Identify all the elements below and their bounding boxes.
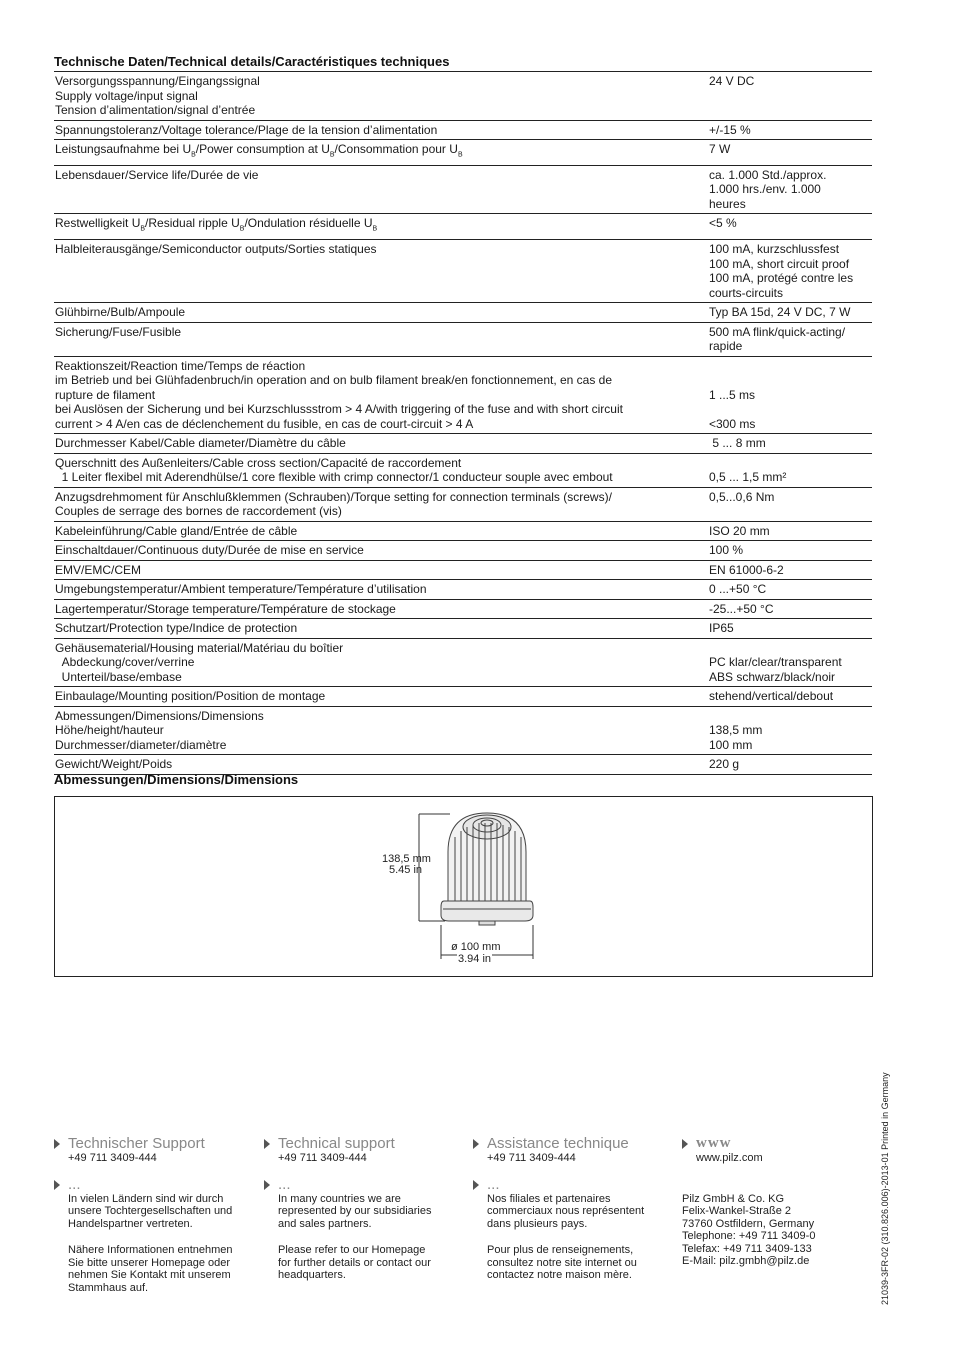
footer-line: Nos filiales et partenaires bbox=[487, 1192, 611, 1205]
spec-label-line: Kabeleinführung/Cable gland/Entrée de câble bbox=[55, 523, 298, 538]
spec-value bbox=[707, 687, 872, 707]
spec-value-line: 138,5 mm bbox=[709, 723, 763, 738]
spec-value bbox=[707, 140, 872, 166]
spec-row bbox=[54, 356, 872, 434]
ellipsis-text: ... bbox=[278, 1175, 291, 1193]
www-heading bbox=[682, 1135, 872, 1152]
spec-label-line: Abmessungen/Dimensions/Dimensions bbox=[55, 708, 264, 723]
spec-label-line: Querschnitt des Außenleiters/Cable cross section/Capacité de raccordement bbox=[55, 455, 462, 470]
footer-line: Nähere Informationen entnehmen bbox=[68, 1244, 233, 1256]
footer-line: commerciaux nous représentent bbox=[487, 1205, 645, 1217]
spec-value-line: 500 mA flink/quick-acting/ bbox=[709, 324, 846, 339]
spec-label bbox=[54, 240, 707, 303]
footer-line: Stammhaus auf. bbox=[68, 1281, 149, 1294]
spec-label-line: Höhe/height/hauteur bbox=[55, 723, 164, 738]
spec-row bbox=[54, 240, 872, 303]
spec-label bbox=[54, 434, 707, 454]
spec-label-line: Couples de serrage des bornes de raccordement (vis) bbox=[55, 504, 342, 519]
spec-row bbox=[54, 521, 872, 541]
spec-value-line: 5 ... 8 mm bbox=[709, 436, 766, 451]
spec-label-line: Einbaulage/Mounting position/Position de montage bbox=[55, 689, 326, 704]
triangle-icon bbox=[54, 1139, 60, 1149]
footer-para bbox=[473, 1244, 663, 1282]
spec-label bbox=[54, 303, 707, 323]
spec-value-line: 1 ...5 ms bbox=[709, 387, 756, 402]
spec-label-line: Gehäusematerial/Housing material/Matériau du boîtier bbox=[55, 640, 344, 655]
beacon-base bbox=[441, 901, 533, 925]
spec-label-line: bei Auslösen der Sicherung und bei Kurzschlussstrom > 4 A/with triggering of the fuse and with short circuit bbox=[55, 402, 623, 417]
spec-value bbox=[707, 120, 872, 140]
spec-label-line: im Betrieb und bei Glühfadenbruch/in operation and on bulb filament break/en fonctionnement, en cas de bbox=[55, 373, 613, 388]
footer-line: represented by our subsidiaries bbox=[278, 1205, 432, 1217]
footer-line: Sie bitte unserer Homepage oder bbox=[68, 1256, 231, 1269]
beacon-dome bbox=[448, 813, 526, 905]
address-line: Felix-Wankel-Straße 2 bbox=[682, 1205, 792, 1217]
spec-label bbox=[54, 687, 707, 707]
spec-label-line: Leistungsaufnahme bei $U_B$/Power consumption at $U_B$/Consommation pour $U_B$ bbox=[55, 142, 463, 159]
spec-label bbox=[54, 580, 707, 600]
spec-label-line: current > 4 A/en cas de déclenchement du fusible, en cas de court-circuit > 4 A bbox=[55, 416, 474, 431]
footer-heading bbox=[54, 1135, 244, 1152]
spec-title: Technische Daten/Technical details/Caractéristiques techniques bbox=[54, 54, 450, 69]
spec-value bbox=[707, 560, 872, 580]
spec-row bbox=[54, 434, 872, 454]
spec-value-line: 100 mm bbox=[709, 737, 753, 752]
ellipsis-text: ... bbox=[68, 1175, 81, 1193]
spec-value-line: ca. 1.000 Std./approx. bbox=[709, 167, 827, 182]
spec-label bbox=[54, 356, 707, 434]
spec-label-line: 1 Leiter flexibel mit Aderendhülse/1 core flexible with crimp connector/1 conducteur souple avec embout bbox=[55, 470, 613, 485]
footer-para bbox=[54, 1244, 244, 1294]
footer-line: and sales partners. bbox=[278, 1217, 372, 1230]
spec-value-line: heures bbox=[709, 196, 746, 211]
spec-row bbox=[54, 638, 872, 687]
spec-value-line: 100 mA, kurzschlussfest bbox=[709, 242, 840, 257]
footer-phone: +49 711 3409-444 bbox=[278, 1152, 367, 1164]
spec-label-line: Abdeckung/cover/verrine bbox=[55, 655, 195, 670]
spec-value-line: rapide bbox=[709, 339, 743, 354]
diameter-label-in: 3.94 in bbox=[458, 953, 492, 965]
triangle-icon bbox=[473, 1180, 479, 1190]
spec-row bbox=[54, 72, 872, 121]
spec-value bbox=[707, 303, 872, 323]
spec-value-line: ISO 20 mm bbox=[709, 523, 770, 538]
spec-value-line: 220 g bbox=[709, 757, 740, 772]
address-line: Telefax: +49 711 3409-133 bbox=[682, 1242, 812, 1255]
spec-value-line: courts-circuits bbox=[709, 285, 784, 300]
spec-value-line: <5 % bbox=[709, 216, 737, 231]
spec-value-line: 0,5 ... 1,5 mm² bbox=[709, 470, 787, 485]
spec-row bbox=[54, 214, 872, 240]
spec-label bbox=[54, 140, 707, 166]
spec-value-line: EN 61000-6-2 bbox=[709, 562, 784, 577]
spec-value bbox=[707, 240, 872, 303]
spec-value-line: -25...+50 °C bbox=[709, 601, 774, 616]
spec-label bbox=[54, 521, 707, 541]
spec-row bbox=[54, 303, 872, 323]
spec-label bbox=[54, 487, 707, 521]
footer-line: In vielen Ländern sind wir durch bbox=[68, 1192, 224, 1205]
spec-row bbox=[54, 580, 872, 600]
footer-column bbox=[473, 1135, 663, 1282]
spec-label bbox=[54, 560, 707, 580]
spec-label bbox=[54, 638, 707, 687]
spec-value-line bbox=[709, 456, 872, 471]
spec-label bbox=[54, 619, 707, 639]
spec-value-line: <300 ms bbox=[709, 416, 756, 431]
spec-row bbox=[54, 706, 872, 755]
footer-line: headquarters. bbox=[278, 1269, 346, 1281]
spec-row bbox=[54, 599, 872, 619]
spec-label bbox=[54, 706, 707, 755]
spec-label-line: Tension d’alimentation/signal d’entrée bbox=[55, 103, 256, 117]
diameter-label-mm: ø 100 mm bbox=[451, 941, 501, 953]
spec-row bbox=[54, 140, 872, 166]
spec-value-line bbox=[709, 402, 872, 417]
footer-contact-column bbox=[682, 1135, 872, 1268]
ellipsis-text: ... bbox=[487, 1175, 500, 1193]
triangle-icon bbox=[264, 1180, 270, 1190]
spec-label-line: Schutzart/Protection type/Indice de protection bbox=[55, 621, 298, 636]
address-line: Telephone: +49 711 3409-0 bbox=[682, 1230, 816, 1242]
spec-value-line: 100 mA, protégé contre les bbox=[709, 271, 854, 286]
spec-value-line: IP65 bbox=[709, 621, 734, 636]
footer-phone: +49 711 3409-444 bbox=[68, 1152, 157, 1164]
spec-value bbox=[707, 72, 872, 121]
spec-label bbox=[54, 541, 707, 561]
spec-label-line: Versorgungsspannung/Eingangssignal bbox=[55, 74, 260, 88]
spec-value bbox=[707, 638, 872, 687]
spec-value-line bbox=[709, 641, 872, 656]
footer-line: consultez notre site internet ou bbox=[487, 1256, 637, 1269]
spec-row bbox=[54, 453, 872, 487]
spec-label-line: Sicherung/Fuse/Fusible bbox=[55, 324, 182, 339]
spec-value-line: 7 W bbox=[709, 142, 731, 156]
spec-label-line: rupture de filament bbox=[55, 387, 156, 402]
footer-para bbox=[473, 1193, 663, 1231]
spec-value bbox=[707, 214, 872, 240]
spec-value-line: ABS schwarz/black/noir bbox=[709, 669, 836, 684]
spec-table bbox=[54, 71, 872, 775]
spec-value-line: 100 % bbox=[709, 543, 744, 558]
footer-line: Pour plus de renseignements, bbox=[487, 1244, 634, 1256]
spec-label bbox=[54, 165, 707, 214]
spec-value bbox=[707, 521, 872, 541]
spec-label-line: Reaktionszeit/Reaction time/Temps de réaction bbox=[55, 358, 306, 373]
spec-value-line: stehend/vertical/debout bbox=[709, 689, 834, 704]
spec-value bbox=[707, 541, 872, 561]
spec-label-line: Einschaltdauer/Continuous duty/Durée de mise en service bbox=[55, 543, 364, 558]
footer-line: In many countries we are bbox=[278, 1192, 401, 1205]
print-code: 21039-3FR-02 (310.826.006)-2013-01 Printed in Germany bbox=[880, 1072, 890, 1305]
triangle-icon bbox=[473, 1139, 479, 1149]
spec-label-line: Glühbirne/Bulb/Ampoule bbox=[55, 305, 186, 320]
spec-label bbox=[54, 599, 707, 619]
spec-value-line: 0 ...+50 °C bbox=[709, 582, 767, 597]
address-line: 73760 Ostfildern, Germany bbox=[682, 1217, 815, 1230]
spec-label-line: Anzugsdrehmoment für Anschlußklemmen (Schrauben)/Torque setting for connection terminals (screws)/ bbox=[55, 489, 612, 504]
spec-label-line: Spannungstoleranz/Voltage tolerance/Plage de la tension d’alimentation bbox=[55, 122, 438, 137]
footer-para bbox=[54, 1193, 244, 1231]
spec-value-line bbox=[709, 709, 872, 724]
spec-label-line: Supply voltage/input signal bbox=[55, 88, 198, 103]
spec-label-line: Gewicht/Weight/Poids bbox=[55, 757, 173, 772]
footer-para bbox=[264, 1193, 454, 1231]
footer-line: contactez notre maison mère. bbox=[487, 1269, 632, 1281]
footer-line: dans plusieurs pays. bbox=[487, 1217, 588, 1230]
spec-value bbox=[707, 434, 872, 454]
spec-value bbox=[707, 322, 872, 356]
triangle-icon bbox=[264, 1139, 270, 1149]
spec-label bbox=[54, 72, 707, 121]
spec-row bbox=[54, 322, 872, 356]
footer-line: unsere Tochtergesellschaften und bbox=[68, 1205, 233, 1217]
spec-label bbox=[54, 214, 707, 240]
spec-label bbox=[54, 453, 707, 487]
spec-label bbox=[54, 120, 707, 140]
spec-value bbox=[707, 706, 872, 755]
footer-heading bbox=[473, 1135, 663, 1152]
spec-value bbox=[707, 487, 872, 521]
address-line: E-Mail: pilz.gmbh@pilz.de bbox=[682, 1255, 810, 1267]
spec-value bbox=[707, 599, 872, 619]
footer-ellipsis bbox=[264, 1177, 454, 1193]
triangle-icon bbox=[682, 1139, 688, 1149]
spec-label-line: Lebensdauer/Service life/Durée de vie bbox=[55, 167, 259, 182]
spec-label-line: Lagertemperatur/Storage temperature/Température de stockage bbox=[55, 601, 396, 616]
spec-label-line: Restwelligkeit $U_B$/Residual ripple $U_B$/Ondulation résiduelle $U_B$ bbox=[55, 216, 378, 233]
footer-column bbox=[54, 1135, 244, 1294]
spec-value-line: 24 V DC bbox=[709, 74, 755, 88]
spec-row bbox=[54, 619, 872, 639]
spec-row bbox=[54, 687, 872, 707]
spec-value-line bbox=[709, 359, 872, 374]
footer-ellipsis bbox=[54, 1177, 244, 1193]
footer-heading-text: Assistance technique bbox=[487, 1135, 629, 1152]
spec-row bbox=[54, 120, 872, 140]
dimensions-title: Abmessungen/Dimensions/Dimensions bbox=[54, 772, 299, 787]
footer-ellipsis bbox=[473, 1177, 663, 1193]
footer-heading-text: Technischer Support bbox=[68, 1135, 205, 1152]
spec-label-line: Umgebungstemperatur/Ambient temperature/Température d’utilisation bbox=[55, 582, 427, 597]
spec-value-line: 0,5...0,6 Nm bbox=[709, 489, 775, 504]
height-label-in: 5.45 in bbox=[389, 864, 423, 876]
website-link[interactable]: www.pilz.com bbox=[696, 1152, 763, 1164]
height-label-mm: 138,5 mm bbox=[382, 853, 431, 865]
company-address bbox=[682, 1193, 872, 1268]
footer-heading bbox=[264, 1135, 454, 1152]
footer-line: Handelspartner vertreten. bbox=[68, 1217, 193, 1230]
spec-row bbox=[54, 165, 872, 214]
spec-value-line: 100 mA, short circuit proof bbox=[709, 256, 850, 271]
spec-value bbox=[707, 619, 872, 639]
spec-label-line: EMV/EMC/CEM bbox=[55, 562, 142, 577]
footer-heading-text: Technical support bbox=[278, 1135, 395, 1152]
spec-value bbox=[707, 165, 872, 214]
footer-line: nehmen Sie Kontakt mit unserem bbox=[68, 1269, 231, 1281]
footer-column bbox=[264, 1135, 454, 1282]
triangle-icon bbox=[54, 1180, 60, 1190]
spec-label-line: Unterteil/base/embase bbox=[55, 669, 182, 684]
spec-label-line: Durchmesser/diameter/diamètre bbox=[55, 737, 227, 752]
spec-value-line: 1.000 hrs./env. 1.000 bbox=[709, 182, 821, 197]
www-heading-text: www bbox=[696, 1135, 732, 1151]
footer-line: for further details or contact our bbox=[278, 1256, 431, 1269]
spec-value-line: Typ BA 15d, 24 V DC, 7 W bbox=[709, 305, 851, 320]
spec-label bbox=[54, 322, 707, 356]
spec-value-line: +/-15 % bbox=[709, 122, 751, 137]
spec-value bbox=[707, 453, 872, 487]
spec-row bbox=[54, 487, 872, 521]
spec-label-line: Durchmesser Kabel/Cable diameter/Diamètre du câble bbox=[55, 436, 346, 451]
spec-row bbox=[54, 560, 872, 580]
spec-value-line bbox=[709, 373, 872, 388]
spec-value bbox=[707, 755, 872, 775]
spec-value-line: PC klar/clear/transparent bbox=[709, 655, 842, 670]
spec-label-line: Halbleiterausgänge/Semiconductor outputs/Sorties statiques bbox=[55, 242, 377, 257]
footer-line: Please refer to our Homepage bbox=[278, 1244, 426, 1256]
address-line: Pilz GmbH & Co. KG bbox=[682, 1192, 785, 1205]
footer-para bbox=[264, 1244, 454, 1282]
footer-phone: +49 711 3409-444 bbox=[487, 1152, 576, 1164]
spec-value bbox=[707, 356, 872, 434]
spec-row bbox=[54, 541, 872, 561]
dimensions-box bbox=[54, 796, 873, 977]
spec-value bbox=[707, 580, 872, 600]
